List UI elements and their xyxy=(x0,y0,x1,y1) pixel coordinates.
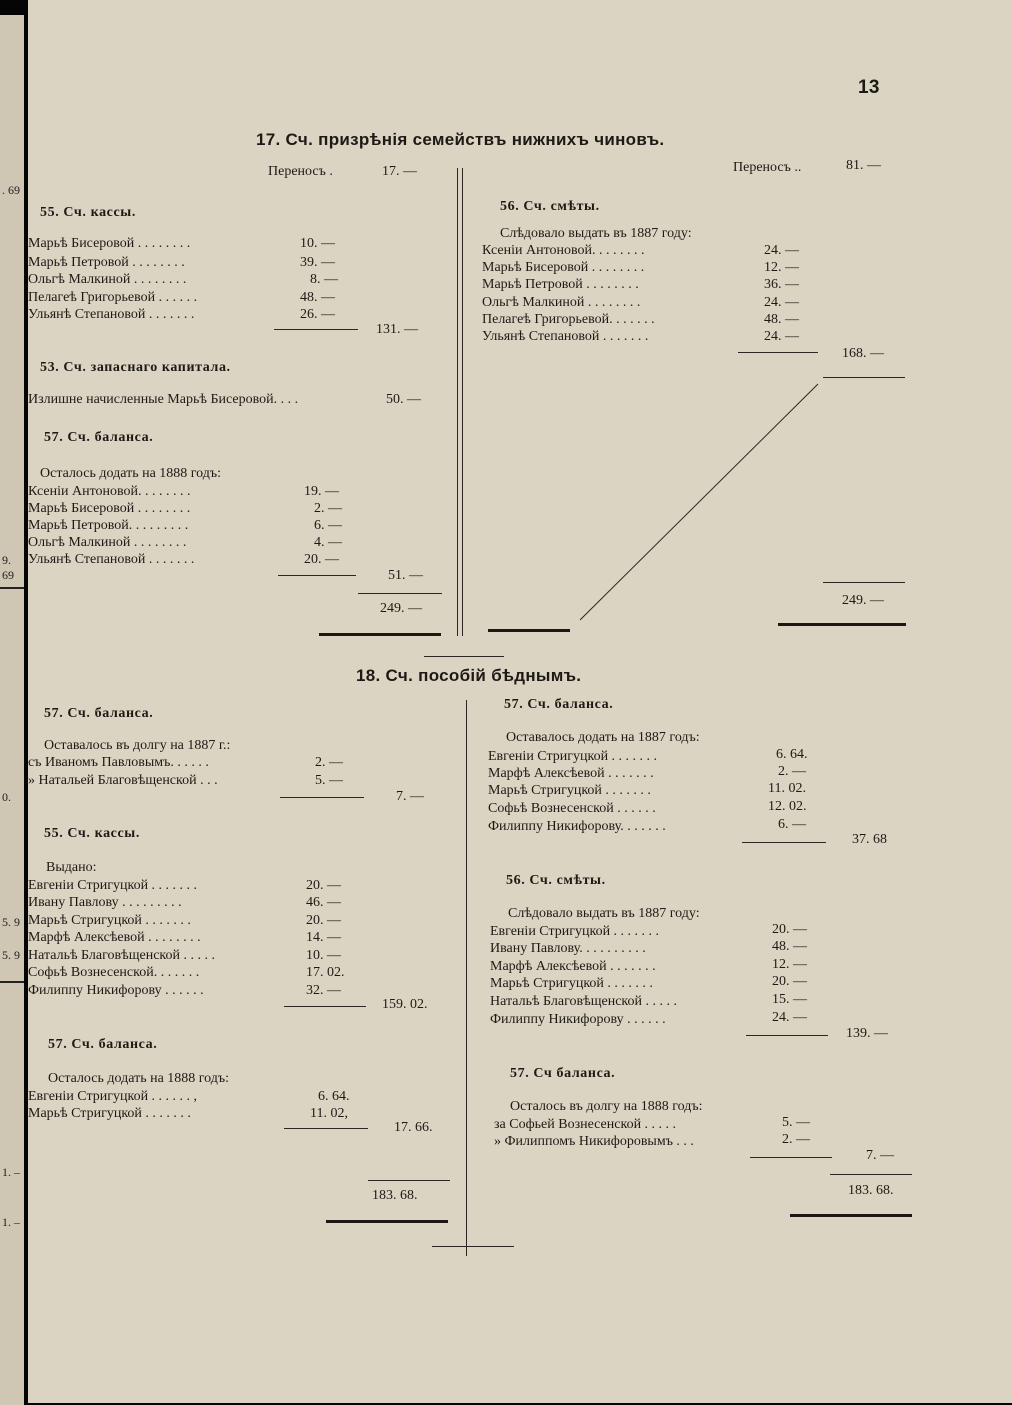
closing-rule xyxy=(778,623,906,626)
ledger-page xyxy=(28,0,1012,1403)
total-rule xyxy=(368,1180,450,1181)
smeta-intro: Слѣдовало выдать въ 1887 году: xyxy=(508,906,700,921)
subtotal-rule xyxy=(284,1128,368,1129)
list-item: Ольгѣ Малкиной . . . . . . . . xyxy=(28,272,187,287)
closing-rule xyxy=(326,1220,448,1223)
balans1-intro: Оставалось додать на 1887 годъ: xyxy=(506,730,700,745)
list-item: Марьѣ Бисеровой . . . . . . . . xyxy=(28,236,191,251)
balans1-heading: 57. Сч. баланса. xyxy=(44,706,154,721)
list-item: Софьѣ Вознесенской. . . . . . . xyxy=(28,965,200,980)
grand-total: 183. 68. xyxy=(848,1183,894,1198)
edge-fragment: 5. 9 xyxy=(2,948,20,962)
kassa-intro: Выдано: xyxy=(46,860,97,875)
list-amount: 20. — xyxy=(306,878,341,893)
list-amount: 5. — xyxy=(315,773,343,788)
edge-rule xyxy=(0,587,24,589)
list-amount: 20. — xyxy=(306,913,341,928)
list-amount: 17. 02. xyxy=(306,965,345,980)
list-item: Марьѣ Петровой . . . . . . . . xyxy=(482,277,639,292)
balans1-total: 7. — xyxy=(396,789,424,804)
list-item: Филиппу Никифорову . . . . . . xyxy=(490,1012,666,1027)
list-item: Марьѣ Стригуцкой . . . . . . . xyxy=(28,1106,191,1121)
total-rule xyxy=(830,1174,912,1175)
list-amount: 4. — xyxy=(314,535,342,550)
list-amount: 20. — xyxy=(772,974,807,989)
list-item: Марьѣ Стригуцкой . . . . . . . xyxy=(488,783,651,798)
edge-rule xyxy=(0,981,24,983)
balans1-heading: 57. Сч. баланса. xyxy=(504,697,614,712)
list-item: Софьѣ Вознесенской . . . . . . xyxy=(488,801,656,816)
grand-total: 183. 68. xyxy=(372,1188,418,1203)
list-item: Натальѣ Благовѣщенской . . . . . xyxy=(490,994,678,1009)
list-item: Марфѣ Алексѣевой . . . . . . . xyxy=(488,766,654,781)
balans-intro: Осталось додать на 1888 годъ: xyxy=(40,466,222,481)
edge-fragment: 1. – xyxy=(2,1215,20,1229)
edge-fragment: . 69 xyxy=(2,183,20,197)
balans2-heading: 57. Сч баланса. xyxy=(510,1066,616,1081)
grand-total: 249. — xyxy=(380,601,422,616)
zapas-amount: 50. — xyxy=(386,392,421,407)
balans2-intro: Осталось додать на 1888 годъ: xyxy=(48,1071,230,1086)
list-amount: 20. — xyxy=(304,552,339,567)
smeta-heading: 56. Сч. смѣты. xyxy=(500,199,600,214)
list-amount: 24. — xyxy=(764,243,799,258)
list-item: Ольгѣ Малкиной . . . . . . . . xyxy=(482,295,641,310)
cancellation-stroke xyxy=(28,0,1012,640)
list-amount: 6. 64. xyxy=(318,1089,350,1104)
list-amount: 6. — xyxy=(314,518,342,533)
list-amount: 12. — xyxy=(764,260,799,275)
list-amount: 48. — xyxy=(764,312,799,327)
closing-rule xyxy=(790,1214,912,1217)
smeta-intro: Слѣдовало выдать въ 1887 году: xyxy=(500,226,692,241)
list-item: Марьѣ Бисеровой . . . . . . . . xyxy=(482,260,645,275)
list-amount: 12. — xyxy=(772,957,807,972)
list-item: Евгеніи Стригуцкой . . . . . . , xyxy=(28,1089,198,1104)
list-item: Ульянѣ Степановой . . . . . . . xyxy=(28,307,195,322)
list-amount: 46. — xyxy=(306,895,341,910)
list-amount: 48. — xyxy=(300,290,335,305)
list-item: » Филиппомъ Никифоровымъ . . . xyxy=(494,1134,694,1149)
closing-rule xyxy=(488,629,570,632)
total-rule xyxy=(823,582,905,583)
list-item: Ксеніи Антоновой. . . . . . . . xyxy=(28,484,191,499)
list-item: Евгеніи Стригуцкой . . . . . . . xyxy=(488,749,658,764)
list-item: Евгеніи Стригуцкой . . . . . . . xyxy=(28,878,198,893)
balans1-intro: Оставалось въ долгу на 1887 г.: xyxy=(44,738,231,753)
list-amount: 48. — xyxy=(772,939,807,954)
list-amount: 2. — xyxy=(315,755,343,770)
edge-fragment: 0. xyxy=(2,790,11,804)
list-item: Ивану Павлову . . . . . . . . . xyxy=(28,895,182,910)
list-amount: 20. — xyxy=(772,922,807,937)
list-item: Натальѣ Благовѣщенской . . . . . xyxy=(28,948,216,963)
list-amount: 6. 64. xyxy=(776,747,808,762)
list-amount: 6. — xyxy=(778,817,806,832)
list-amount: 2. — xyxy=(314,501,342,516)
list-item: Ксеніи Антоновой. . . . . . . . xyxy=(482,243,645,258)
list-amount: 36. — xyxy=(764,277,799,292)
edge-fragment: 1. – xyxy=(2,1165,20,1179)
kassa-total: 159. 02. xyxy=(382,997,428,1012)
subtotal-rule xyxy=(742,842,826,843)
balans2-total: 7. — xyxy=(866,1148,894,1163)
carry-value: 17. — xyxy=(382,164,417,179)
balans-total: 51. — xyxy=(388,568,423,583)
list-item: Евгеніи Стригуцкой . . . . . . . xyxy=(490,924,660,939)
carry-value: 81. — xyxy=(846,158,881,173)
list-item: Марфѣ Алексѣевой . . . . . . . . xyxy=(28,930,201,945)
list-item: Марьѣ Петровой. . . . . . . . . xyxy=(28,518,189,533)
smeta-total: 139. — xyxy=(846,1026,888,1041)
list-amount: 39. — xyxy=(300,255,335,270)
list-amount: 10. — xyxy=(306,948,341,963)
edge-fragment: 9. 69 xyxy=(2,553,14,582)
previous-page-edge xyxy=(0,15,24,1405)
section-18-title: 18. Сч. пособій бѣднымъ. xyxy=(356,666,582,685)
carry-label: Переносъ .. xyxy=(733,160,802,175)
balans2-heading: 57. Сч. баланса. xyxy=(48,1037,158,1052)
list-item: Пелагеѣ Григорьевой . . . . . . xyxy=(28,290,198,305)
list-item: Пелагеѣ Григорьевой. . . . . . . xyxy=(482,312,655,327)
list-amount: 24. — xyxy=(764,295,799,310)
list-amount: 32. — xyxy=(306,983,341,998)
subtotal-rule xyxy=(746,1035,828,1036)
list-item: Марьѣ Стригуцкой . . . . . . . xyxy=(28,913,191,928)
kassa-heading: 55. Сч. кассы. xyxy=(40,205,136,220)
subtotal-rule xyxy=(284,1006,366,1007)
list-amount: 10. — xyxy=(300,236,335,251)
page-number: 13 xyxy=(858,77,880,98)
list-amount: 11. 02, xyxy=(310,1106,348,1121)
list-item: Марфѣ Алексѣевой . . . . . . . xyxy=(490,959,656,974)
list-item: Марьѣ Петровой . . . . . . . . xyxy=(28,255,185,270)
list-amount: 5. — xyxy=(782,1115,810,1130)
section-separator xyxy=(424,656,504,657)
grand-total: 249. — xyxy=(842,593,884,608)
list-amount: 2. — xyxy=(778,764,806,779)
smeta-total: 168. — xyxy=(842,346,884,361)
list-item: съ Иваномъ Павловымъ. . . . . . xyxy=(28,755,209,770)
column-divider xyxy=(466,700,467,1256)
list-amount: 26. — xyxy=(300,307,335,322)
list-amount: 12. 02. xyxy=(768,799,807,814)
section-separator xyxy=(432,1246,514,1247)
list-amount: 11. 02. xyxy=(768,781,806,796)
balans2-intro: Осталось въ долгу на 1888 годъ: xyxy=(510,1099,703,1114)
list-item: Марьѣ Бисеровой . . . . . . . . xyxy=(28,501,191,516)
list-item: Ульянѣ Степановой . . . . . . . xyxy=(482,329,649,344)
list-item: » Натальей Благовѣщенской . . . xyxy=(28,773,218,788)
list-item: Ульянѣ Степановой . . . . . . . xyxy=(28,552,195,567)
zapas-heading: 53. Сч. запаснаго капитала. xyxy=(40,360,231,375)
edge-fragment: 5. 9 xyxy=(2,915,20,929)
smeta-heading: 56. Сч. смѣты. xyxy=(506,873,606,888)
balans-heading: 57. Сч. баланса. xyxy=(44,430,154,445)
list-amount: 24. — xyxy=(764,329,799,344)
list-item: Филиппу Никифорову. . . . . . . xyxy=(488,819,666,834)
list-amount: 15. — xyxy=(772,992,807,1007)
list-item: Филиппу Никифорову . . . . . . xyxy=(28,983,204,998)
list-amount: 24. — xyxy=(772,1010,807,1025)
subtotal-rule xyxy=(280,797,364,798)
list-amount: 8. — xyxy=(310,272,338,287)
subtotal-rule xyxy=(750,1157,832,1158)
list-amount: 19. — xyxy=(304,484,339,499)
balans1-total: 37. 68 xyxy=(852,832,887,847)
kassa-heading: 55. Сч. кассы. xyxy=(44,826,140,841)
section-17-title: 17. Сч. призрѣнія семействъ нижнихъ чиновъ. xyxy=(256,130,665,149)
kassa-total: 131. — xyxy=(376,322,418,337)
zapas-row: Излишне начисленные Марьѣ Бисеровой. . . . xyxy=(28,392,299,407)
carry-label: Переносъ . xyxy=(268,164,333,179)
list-item: Ивану Павлову. . . . . . . . . . xyxy=(490,941,646,956)
balans2-total: 17. 66. xyxy=(394,1120,433,1135)
list-amount: 14. — xyxy=(306,930,341,945)
list-item: Марьѣ Стригуцкой . . . . . . . xyxy=(490,976,653,991)
list-item: Ольгѣ Малкиной . . . . . . . . xyxy=(28,535,187,550)
list-amount: 2. — xyxy=(782,1132,810,1147)
list-item: за Софьей Вознесенской . . . . . xyxy=(494,1117,677,1132)
